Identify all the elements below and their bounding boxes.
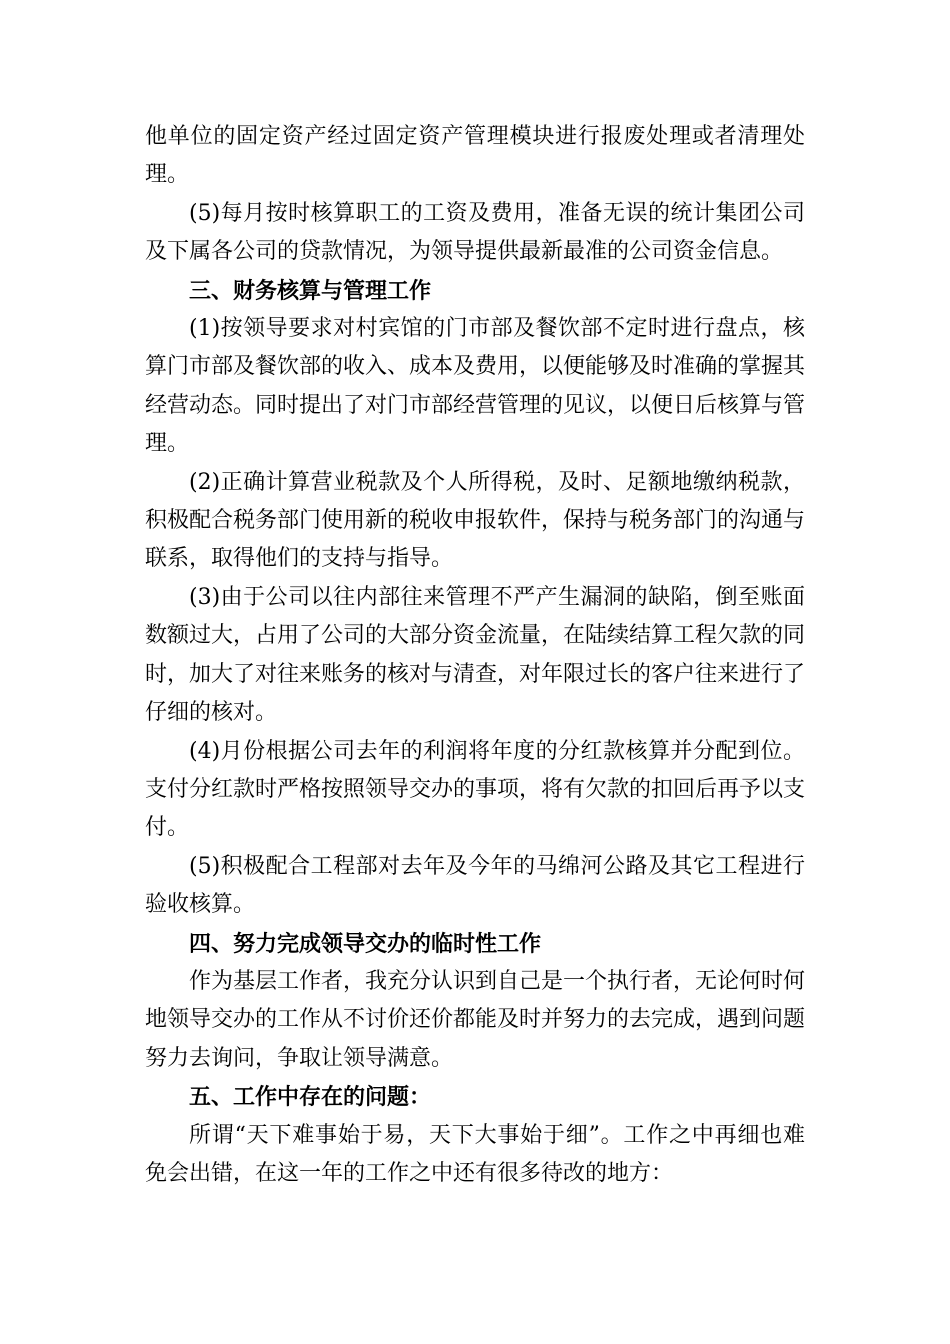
paragraph-item-5-salary: (5)每月按时核算职工的工资及费用，准备无误的统计集团公司及下属各公司的贷款情况，为领导提供最新最准的公司资金信息。 <box>145 200 805 265</box>
document-body <box>145 118 805 1193</box>
paragraph-item-3-accounts: (3)由于公司以往内部往来管理不严产生漏洞的缺陷，倒至账面数额过大，占用了公司的大部分资金流量，在陆续结算工程欠款的同时，加大了对往来账务的核对与清查，对年限过长的客户往来进行了仔细的核对。 <box>145 584 806 726</box>
paragraph-temporary-work: 作为基层工作者，我充分认识到自己是一个执行者，无论何时何地领导交办的工作从不讨价还价都能及时并努力的去完成，遇到问题努力去询问，争取让领导满意。 <box>145 968 806 1071</box>
section-heading-4: 四、努力完成领导交办的临时性工作 <box>189 930 542 957</box>
paragraph-item-2-tax: (2)正确计算营业税款及个人所得税，及时、足额地缴纳税款，积极配合税务部门使用新的税收申报软件，保持与税务部门的沟通与联系，取得他们的支持与指导。 <box>145 469 806 572</box>
section-heading-3: 三、财务核算与管理工作 <box>189 277 432 304</box>
paragraph-problems: 所谓“天下难事始于易，天下大事始于细”。工作之中再细也难免会出错，在这一年的工作之中还有很多待改的地方： <box>145 1122 805 1186</box>
paragraph-item-1-inventory: (1)按领导要求对村宾馆的门市部及餐饮部不定时进行盘点，核算门市部及餐饮部的收入、成本及费用，以便能够及时准确的掌握其经营动态。同时提出了对门市部经营管理的见议，以便日后核算与管理。 <box>145 316 806 457</box>
section-heading-5: 五、工作中存在的问题： <box>189 1084 432 1111</box>
paragraph-continued: 他单位的固定资产经过固定资产管理模块进行报废处理或者清理处理。 <box>145 124 805 188</box>
paragraph-item-4-dividend: (4)月份根据公司去年的利润将年度的分红款核算并分配到位。支付分红款时严格按照领导交办的事项，将有欠款的扣回后再予以支付。 <box>145 738 806 841</box>
paragraph-item-5-engineering: (5)积极配合工程部对去年及今年的马绵河公路及其它工程进行验收核算。 <box>145 853 805 918</box>
